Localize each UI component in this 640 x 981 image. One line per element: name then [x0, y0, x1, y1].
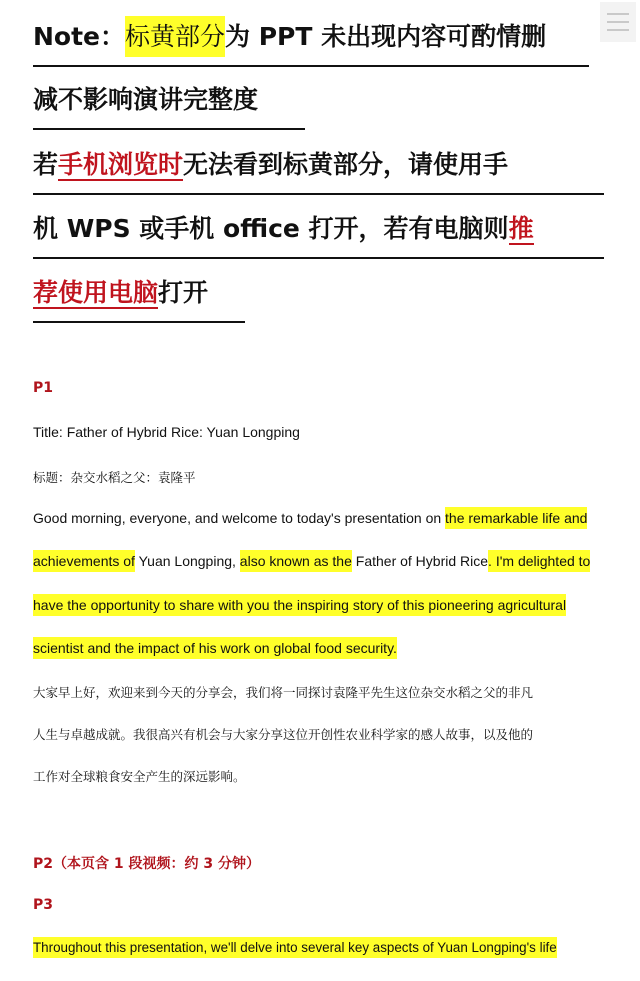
notice-line-2: 减不影响演讲完整度 — [33, 72, 305, 130]
para1-line-2: achievements of Yuan Longping, also known as the Father of Hybrid Rice. I'm delighted to — [33, 553, 609, 569]
section-heading-p2: P2（本页含 1 段视频：约 3 分钟） — [33, 856, 260, 872]
notice-highlight-word: 标黄部分 — [125, 16, 225, 57]
slide-title-cn: 标题：杂交水稻之父：袁隆平 — [33, 470, 196, 485]
notice-line-5: 荐使用电脑打开 — [33, 265, 245, 323]
para3-line-1: Throughout this presentation, we'll delve into several key aspects of Yuan Longping's life — [33, 940, 609, 955]
para1-line-3: have the opportunity to share with you the inspiring story of this pioneering agricultural — [33, 597, 609, 613]
para1-cn-line-1: 大家早上好，欢迎来到今天的分享会，我们将一同探讨袁隆平先生这位杂交水稻之父的非凡 — [33, 685, 534, 700]
notice-line-1: Note：标黄部分为 PPT 未出现内容可酌情删 — [33, 9, 589, 67]
para1-cn-line-2: 人生与卓越成就。我很高兴有机会与大家分享这位开创性农业科学家的感人故事，以及他的 — [33, 727, 534, 742]
para1-line-4: scientist and the impact of his work on global food security. — [33, 640, 609, 656]
notice-line-3: 若手机浏览时无法看到标黄部分，请使用手 — [33, 137, 604, 195]
slide-title-en: Title: Father of Hybrid Rice: Yuan Longping — [33, 424, 300, 440]
section-heading-p3: P3 — [33, 897, 54, 913]
hamburger-menu-icon — [607, 13, 629, 15]
section-heading-p1: P1 — [33, 380, 54, 396]
para1-line-1: Good morning, everyone, and welcome to today's presentation on the remarkable life and — [33, 510, 609, 526]
menu-button[interactable] — [600, 2, 636, 42]
para1-cn-line-3: 工作对全球粮食安全产生的深远影响。 — [33, 769, 246, 784]
notice-line-4: 机 WPS 或手机 office 打开，若有电脑则推 — [33, 201, 604, 259]
